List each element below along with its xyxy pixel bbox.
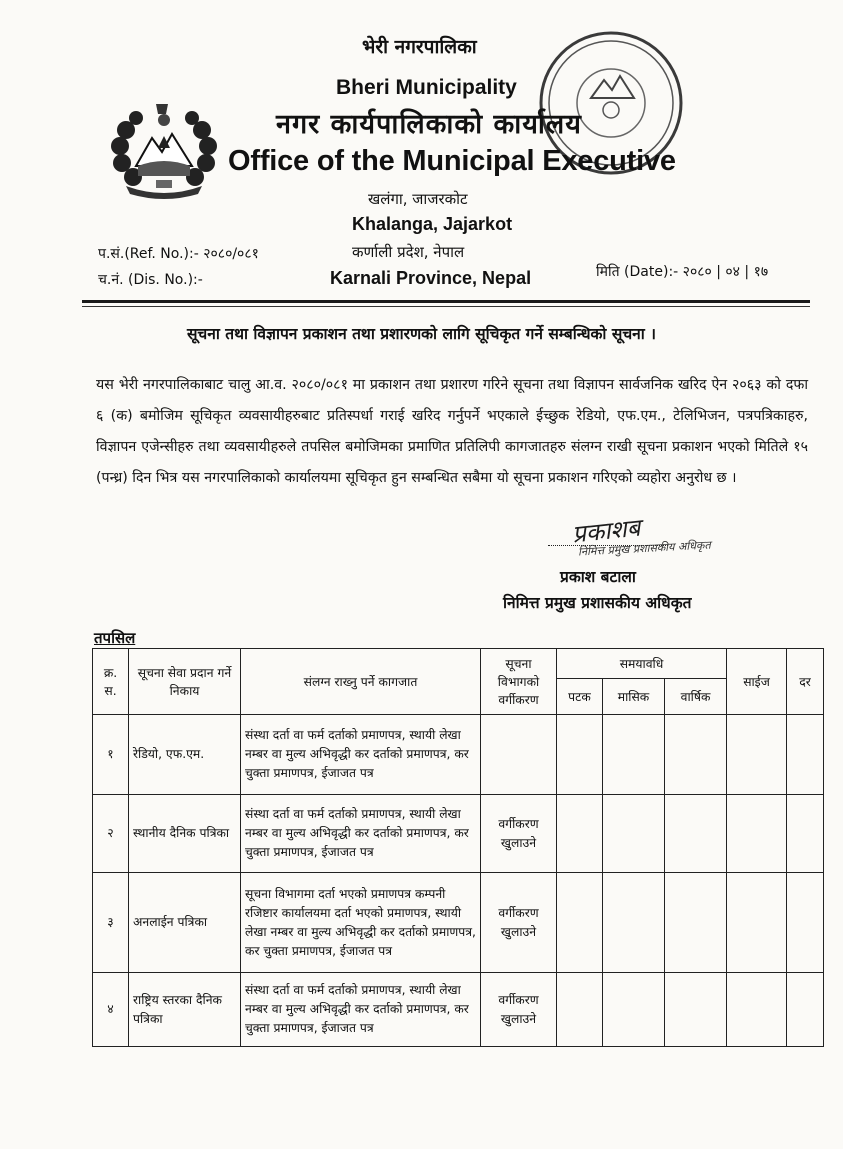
header-sn: क्र. स. <box>93 649 129 715</box>
dispatch-number: च.नं. (Dis. No.):- <box>98 272 203 288</box>
row-rate <box>787 715 824 795</box>
row-classification: वर्गीकरण खुलाउने <box>481 973 557 1047</box>
municipality-name-nepali: भेरी नगरपालिका <box>362 36 477 58</box>
place-nepali: खलंगा, जाजरकोट <box>368 190 468 208</box>
handwritten-signature: प्रकाशब <box>570 513 642 549</box>
header-yearly: वार्षिक <box>665 679 727 715</box>
nepal-emblem-icon <box>106 96 222 200</box>
row-per-time <box>557 715 603 795</box>
row-per-time <box>557 973 603 1047</box>
row-documents: सूचना विभागमा दर्ता भएको प्रमाणपत्र कम्पनी रजिष्टार कार्यालयमा दर्ता भएको प्रमाणपत्र, स्थायी लेखा नम्बर वा मुल्य अभिवृद्धी कर दर्ताको प्रमाणपत्र, कर चुक्ता प्रमाणपत्र, ईजाजत पत्र <box>241 873 481 973</box>
row-classification <box>481 715 557 795</box>
signatory-name: प्रकाश बटाला <box>560 568 636 586</box>
header-period: समयावधि <box>557 649 727 679</box>
row-documents: संस्था दर्ता वा फर्म दर्ताको प्रमाणपत्र, स्थायी लेखा नम्बर वा मुल्य अभिवृद्धी कर दर्ताको प्रमाणपत्र, कर चुक्ता प्रमाणपत्र, ईजाजत पत्र <box>241 973 481 1047</box>
row-rate <box>787 795 824 873</box>
row-agency: अनलाईन पत्रिका <box>129 873 241 973</box>
row-yearly <box>665 873 727 973</box>
row-yearly <box>665 973 727 1047</box>
row-monthly <box>603 873 665 973</box>
row-monthly <box>603 795 665 873</box>
annex-table <box>92 648 824 1047</box>
office-name-english: Office of the Municipal Executive <box>228 145 676 177</box>
row-agency: रेडियो, एफ.एम. <box>129 715 241 795</box>
row-rate <box>787 973 824 1047</box>
table-row <box>93 795 824 873</box>
header-divider <box>82 300 810 303</box>
row-rate <box>787 873 824 973</box>
row-size <box>727 795 787 873</box>
province-nepali: कर्णाली प्रदेश, नेपाल <box>352 243 465 261</box>
notice-title: सूचना तथा विज्ञापन प्रकाशन तथा प्रशारणको लागि सूचिकृत गर्ने सम्बन्धिको सूचना । <box>186 325 657 343</box>
header-monthly: मासिक <box>603 679 665 715</box>
header-per-time: पटक <box>557 679 603 715</box>
municipality-name-english: Bheri Municipality <box>336 76 517 99</box>
row-classification: वर्गीकरण खुलाउने <box>481 873 557 973</box>
table-row <box>93 873 824 973</box>
header-size: साईज <box>727 649 787 715</box>
row-monthly <box>603 715 665 795</box>
row-agency: स्थानीय दैनिक पत्रिका <box>129 795 241 873</box>
row-per-time <box>557 795 603 873</box>
header-rate: दर <box>787 649 824 715</box>
signature-stamp-text: निमित्त प्रमुख प्रशासकीय अधिकृत <box>577 538 711 559</box>
signatory-designation: निमित्त प्रमुख प्रशासकीय अधिकृत <box>503 594 692 612</box>
row-sn: २ <box>93 795 129 873</box>
row-size <box>727 715 787 795</box>
row-monthly <box>603 973 665 1047</box>
row-sn: ४ <box>93 973 129 1047</box>
row-agency: राष्ट्रिय स्तरका दैनिक पत्रिका <box>129 973 241 1047</box>
row-per-time <box>557 873 603 973</box>
row-yearly <box>665 715 727 795</box>
table-row <box>93 973 824 1047</box>
header-divider-thin <box>82 306 810 307</box>
notice-body: यस भेरी नगरपालिकाबाट चालु आ.व. २०८०/०८१ मा प्रकाशन तथा प्रशारण गरिने सूचना तथा विज्ञापन सार्वजनिक खरिद ऐन २०६३ को दफा ६ (क) बमोजिम सूचिकृत व्यवसायीहरुबाट प्रतिस्पर्धा गराई खरिद गर्नुपर्ने भएकाले ईच्छुक रेडियो, एफ.एम., टेलिभिजन, पत्रपत्रिकाहरु, विज्ञापन एजेन्सीहरु तथा व्यवसायीहरुले तपसिल बमोजिमका प्रमाणित प्रतिलिपी कागजातहरु संलग्न राखी सूचना प्रकाशन भएको मितिले १५ (पन्ध्र) दिन भित्र यस नगरपालिकाको कार्यालयमा सूचिकृत हुन सम्बन्धित सबैमा यो सूचना प्रकाशन गरिएको व्यहोरा अनुरोध छ । <box>96 377 808 486</box>
row-documents: संस्था दर्ता वा फर्म दर्ताको प्रमाणपत्र, स्थायी लेखा नम्बर वा मुल्य अभिवृद्धी कर दर्ताको प्रमाणपत्र, कर चुक्ता प्रमाणपत्र, ईजाजत पत्र <box>241 795 481 873</box>
row-yearly <box>665 795 727 873</box>
office-name-nepali: नगर कार्यपालिकाको कार्यालय <box>276 109 582 140</box>
header-classification: सूचना विभागको वर्गीकरण <box>481 649 557 715</box>
table-row <box>93 715 824 795</box>
document-date: मिति (Date):- २०८० | ०४ | १७ <box>596 264 769 280</box>
province-english: Karnali Province, Nepal <box>330 268 532 288</box>
row-sn: ३ <box>93 873 129 973</box>
row-documents: संस्था दर्ता वा फर्म दर्ताको प्रमाणपत्र, स्थायी लेखा नम्बर वा मुल्य अभिवृद्धी कर दर्ताको प्रमाणपत्र, कर चुक्ता प्रमाणपत्र, ईजाजत पत्र <box>241 715 481 795</box>
annex-label: तपसिल <box>94 629 136 647</box>
row-size <box>727 873 787 973</box>
row-classification: वर्गीकरण खुलाउने <box>481 795 557 873</box>
row-sn: १ <box>93 715 129 795</box>
reference-number: प.सं.(Ref. No.):- २०८०/०८१ <box>98 246 259 262</box>
place-english: Khalanga, Jajarkot <box>352 214 513 234</box>
header-documents: संलग्न राख्नु पर्ने कागजात <box>241 649 481 715</box>
header-agency: सूचना सेवा प्रदान गर्ने निकाय <box>129 649 241 715</box>
row-size <box>727 973 787 1047</box>
